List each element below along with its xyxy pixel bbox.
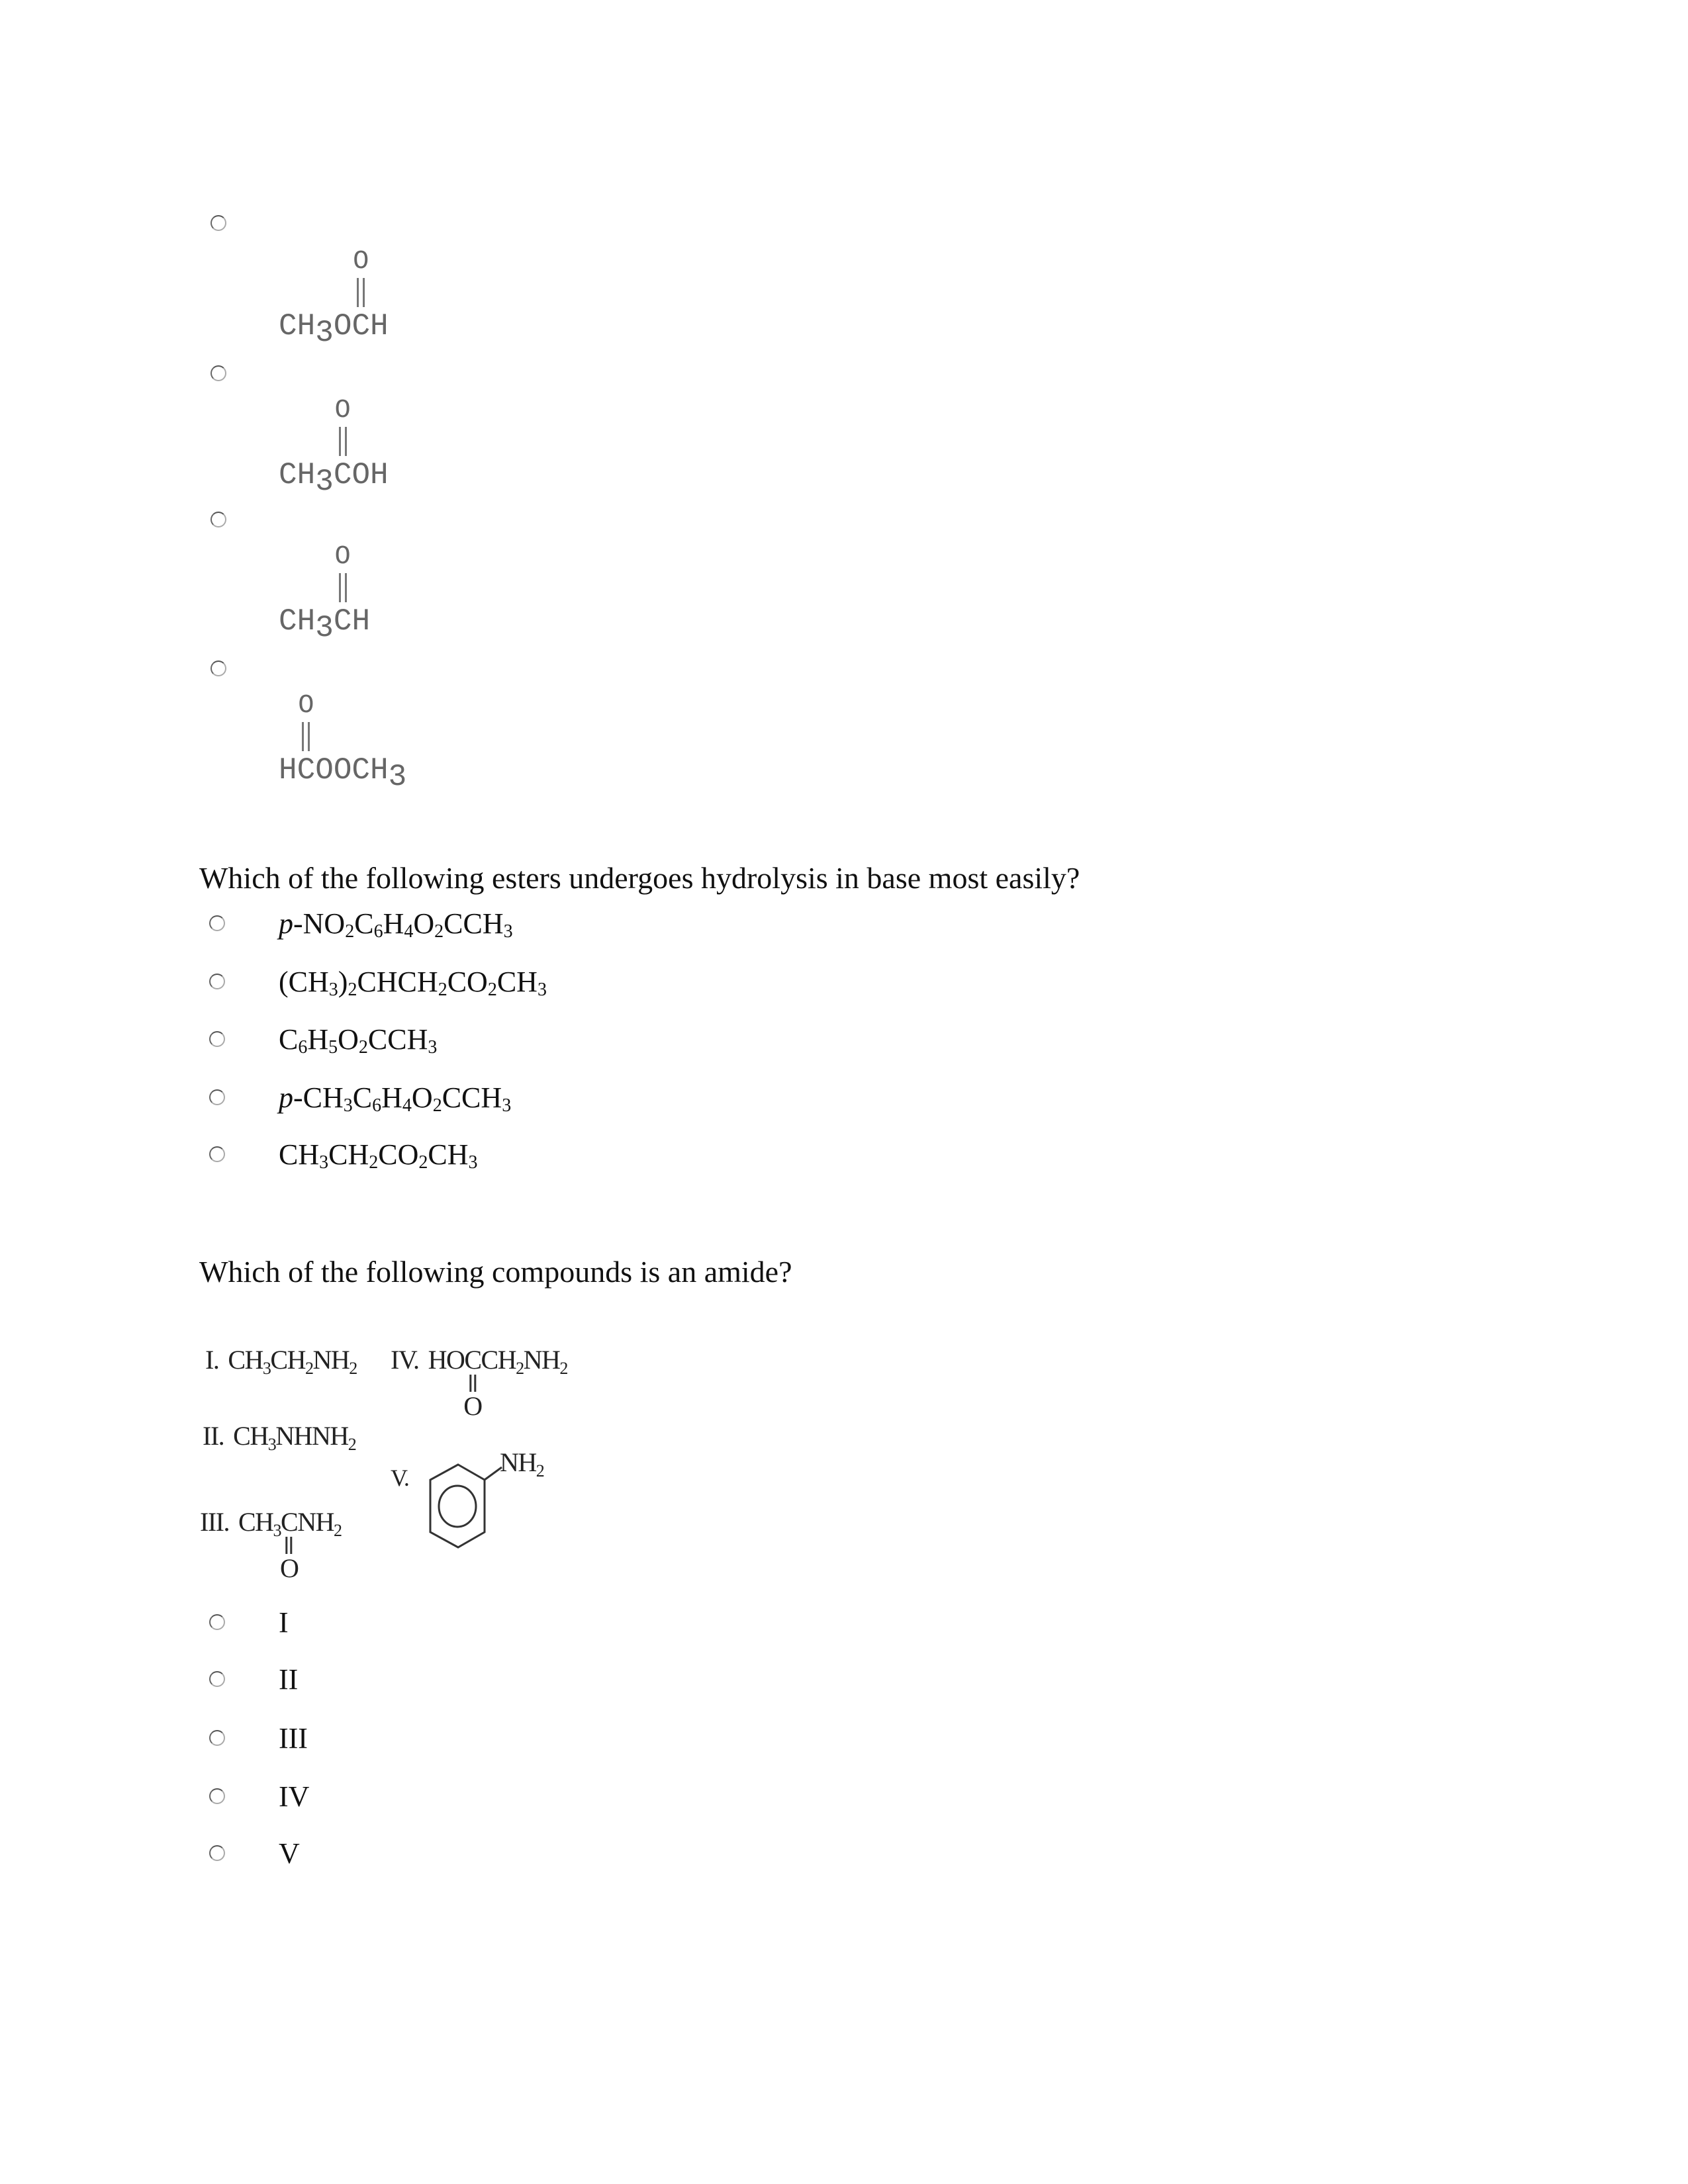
structure-option-4 (279, 691, 407, 794)
compound-label: II. (203, 1421, 224, 1451)
carbon-atom: C (333, 604, 352, 639)
formula: $CH_3CH_2CO_2CH_3$ (279, 1138, 478, 1173)
oxygen-atom: O (298, 691, 314, 721)
structure-option-2 (279, 396, 389, 499)
radio-option[interactable] (209, 1031, 225, 1047)
formula: $CH_3NHNH_2$ (233, 1421, 356, 1454)
carbon-atom: C (297, 753, 316, 788)
double-bond (302, 722, 310, 751)
compound-label: IV. (391, 1345, 419, 1375)
benzene-ring-icon (424, 1459, 503, 1572)
carbonyl-carbon (279, 1507, 299, 1583)
oxygen-atom: O (334, 542, 351, 572)
formula-part: OH (352, 458, 389, 492)
formula: $NO_2C_6H_4O_2CCH_3$ (303, 907, 513, 942)
formula-part: $CH_3$ (279, 458, 334, 499)
formula: $CH_3C_6H_4O_2CCH_3$ (303, 1081, 512, 1116)
double-bond (286, 1537, 293, 1554)
formula-part: $CH_3$ (279, 604, 334, 645)
oxygen-atom: O (463, 1391, 482, 1421)
double-bond (469, 1375, 476, 1392)
double-bond (339, 573, 347, 602)
para-prefix: p- (279, 1081, 303, 1114)
compound-label: III. (200, 1507, 229, 1537)
oxygen-atom: O (279, 1553, 299, 1583)
radio-option-4[interactable] (211, 660, 226, 676)
radio-option[interactable] (209, 1730, 225, 1746)
oxygen-atom: O (334, 396, 351, 426)
structure-option-1 (279, 247, 389, 350)
formula: $(CH_3)_2CHCH_2CO_2CH_3$ (279, 966, 547, 1000)
option-label (279, 907, 513, 940)
radio-option[interactable] (209, 1671, 225, 1687)
radio-option[interactable] (209, 1146, 225, 1162)
formula-part: H (370, 309, 389, 343)
structure-option-3 (279, 542, 371, 645)
carbon-atom: C (333, 458, 352, 492)
formula-part: $OOCH_3$ (315, 753, 407, 794)
carbonyl-carbon (333, 396, 352, 492)
formula-part: $CH_3O$ (279, 309, 352, 350)
radio-option[interactable] (209, 974, 225, 989)
carbon-atom: C (352, 309, 371, 343)
carbonyl-carbon (463, 1345, 482, 1421)
compound-iv (391, 1345, 567, 1421)
radio-option[interactable] (209, 1614, 225, 1630)
carbon-atom: C (464, 1345, 481, 1375)
formula-part: H (279, 753, 297, 788)
formula-part: $NH_2$ (297, 1507, 342, 1540)
carbonyl-carbon (297, 691, 316, 788)
oxygen-atom: O (353, 247, 369, 277)
question-ester-hydrolysis: Which of the following esters undergoes hydrolysis in base most easily? (199, 861, 1080, 895)
formula-part: $CH_3$ (238, 1507, 281, 1540)
option-label: I (279, 1606, 289, 1639)
compound-i (205, 1345, 357, 1378)
formula: $NH_2$ (500, 1447, 544, 1480)
option-label: V (279, 1837, 300, 1870)
amino-substituent (500, 1447, 544, 1480)
carbon-atom: C (281, 1507, 298, 1537)
radio-option-2[interactable] (211, 365, 226, 381)
formula: $CH_3CH_2NH_2$ (228, 1345, 357, 1378)
formula-part: $CH_2NH_2$ (481, 1345, 567, 1378)
double-bond (339, 427, 347, 456)
option-label (279, 1081, 511, 1115)
radio-option[interactable] (209, 1845, 225, 1861)
formula-part: H (352, 604, 371, 639)
option-label (279, 965, 547, 999)
question-amide: Which of the following compounds is an amide? (199, 1255, 792, 1289)
option-label (279, 1023, 437, 1056)
option-label: IV (279, 1780, 310, 1813)
compound-ii (203, 1421, 356, 1454)
radio-option[interactable] (209, 1089, 225, 1105)
carbonyl-carbon (333, 542, 352, 639)
formula-part: HO (428, 1345, 465, 1375)
option-label (279, 1138, 478, 1171)
radio-option-3[interactable] (211, 512, 226, 527)
compound-v-label: V. (391, 1465, 409, 1491)
option-label: II (279, 1663, 299, 1696)
radio-option-1[interactable] (211, 215, 226, 231)
formula: $C_6H_5O_2CCH_3$ (279, 1023, 438, 1058)
compound-label: I. (205, 1345, 219, 1375)
para-prefix: p- (279, 907, 303, 940)
double-bond (357, 278, 365, 307)
radio-option[interactable] (209, 1788, 225, 1804)
option-label: III (279, 1722, 308, 1754)
compound-iii (200, 1507, 342, 1583)
carbonyl-carbon (352, 247, 371, 343)
radio-option[interactable] (209, 915, 225, 931)
